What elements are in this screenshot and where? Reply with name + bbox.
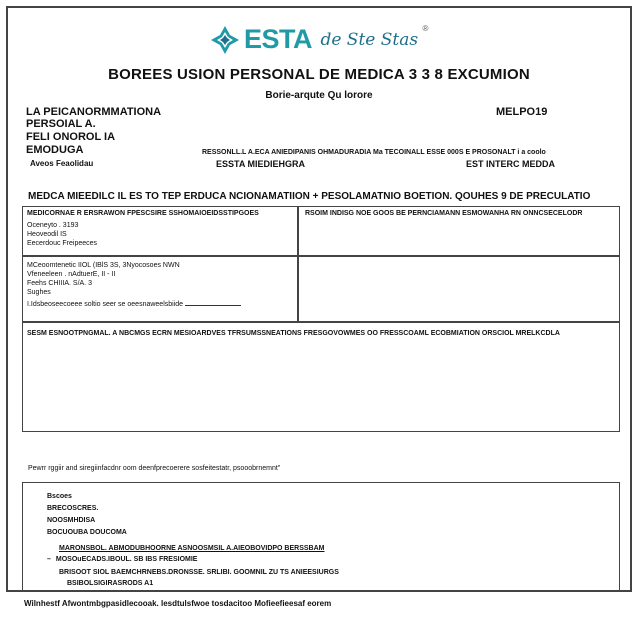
- signature-field[interactable]: [185, 299, 241, 306]
- document-code: MELPO19: [496, 106, 548, 118]
- info-line-5: Aveos Feaolidau: [30, 159, 94, 168]
- declaration-line-b: MOSOuECADS.IBOUL. SB IBS FRESIOMIE: [55, 556, 198, 563]
- logo-script-text: de Ste Stas: [320, 29, 419, 50]
- declaration-item-3: NOOSMHDISA: [47, 517, 96, 524]
- center-label: ESSTA MIEDIEHGRA: [216, 159, 306, 169]
- box-contact-info: [22, 256, 298, 322]
- info-line-4: EMODUGA: [26, 144, 84, 156]
- document-subtitle: Borie-arqute Qu lorore: [265, 90, 373, 101]
- info-line-1: LA PEICANORMMATIONA: [26, 106, 162, 118]
- signature-row: [27, 299, 241, 310]
- question-line: Pewrr rggiir and siregiinfacdnr oom deenfprecoerere sosfeitestatr, psooobrnemnt": [28, 465, 281, 472]
- info-line-2: PERSOIAL A.: [26, 118, 96, 130]
- info-line-3: FELI ONOROL IA: [26, 131, 116, 143]
- declaration-item-2: BRECOSCRES.: [47, 505, 99, 512]
- long-info-text: RESSONLL.L A.ECA ANIEDIPANIS OHMADURADIA Ma TECOINALL ESSE 000S E PROSONALT i a coolo: [202, 149, 546, 156]
- box3-line-1: MCeoomtenetic IIOL (IBlS 3S, 3Nyocosoes NWN: [27, 262, 180, 269]
- box1-line-3: Eecerdouc Freipeeces: [27, 240, 98, 247]
- declaration-line-b-row: [47, 556, 197, 565]
- document-page: [6, 6, 632, 592]
- box2-header: RSOIM INDISG NOE GOOS BE PERNCIAMANN ESMOWANHA RN ONNCSECELODR: [305, 210, 583, 217]
- box3-line-2: Vfeneeleen . nAdtuerE, II - II: [27, 271, 116, 278]
- observations-header: SESM ESNOOTPNGMAL. A NBCMGS ECRN MESIOARDVES TFRSUMSSNEATIONS FRESGOVOWMES OO FRESSCOAML ECOBMIATION ORSCIOL MRELKCDLA: [27, 330, 560, 337]
- document-title: BOREES USION PERSONAL DE MEDICA 3 3 8 EXCUMION: [108, 66, 530, 83]
- logo-registered-mark: ®: [422, 24, 429, 33]
- box-observations[interactable]: [22, 322, 620, 432]
- box-personal-info: [22, 206, 298, 256]
- box1-line-1: Oceneyto . 3193: [27, 222, 79, 229]
- box1-header: MEDICORNAE R ERSRAWON FPESCSIRE SSHOMAIOEIDSSTIPGOES: [27, 210, 259, 217]
- cross-icon: [210, 25, 240, 55]
- box3-line-4: Sughes: [27, 289, 51, 296]
- box-empty-field[interactable]: [298, 256, 620, 322]
- brand-logo: [8, 24, 630, 64]
- box-medical-info: [298, 206, 620, 256]
- logo-brand-text: ESTA: [243, 24, 312, 54]
- declaration-item-1: Bscoes: [47, 493, 72, 500]
- declaration-line-c: BRISOOT SIOL BAEMCHRNEBS.DRONSSE. SRLIBI. GOOMNIL ZU TS ANIEESIURGS: [59, 569, 339, 576]
- section-title: MEDCA MIEEDILC IL ES TO TEP ERDUCA NCIONAMATIION + PESOLAMATNIO BOETION. QOUHES 9 DE PRECULATIO: [28, 191, 591, 202]
- declaration-line-a: MARONSBOL. ABMODUBHOORNE ASNOOSMSIL A.AIEOBOVIDPO BERSSBAM: [59, 545, 325, 552]
- right-label: EST INTERC MEDDA: [466, 159, 556, 169]
- dash-icon: –: [47, 556, 51, 563]
- page-footer: Wilnhestf Afwontmbgpasidlecooak. lesdtulsfwoe tosdacitoo Mofieefieesaf eorem: [24, 599, 332, 608]
- signature-label: I.Idsbeoseecoeee soltio seer se oeesnaweelsbiide: [27, 301, 184, 308]
- box3-line-3: Feehs CHIIIA. S/A. 3: [27, 280, 92, 287]
- declaration-item-4: BOCUOUBA DOUCOMA: [47, 529, 127, 536]
- declaration-line-d: BSIBOLSIGIRASRODS A1: [67, 580, 154, 587]
- box1-line-2: Heoveodil IS: [27, 231, 67, 238]
- box-declarations: [22, 482, 620, 592]
